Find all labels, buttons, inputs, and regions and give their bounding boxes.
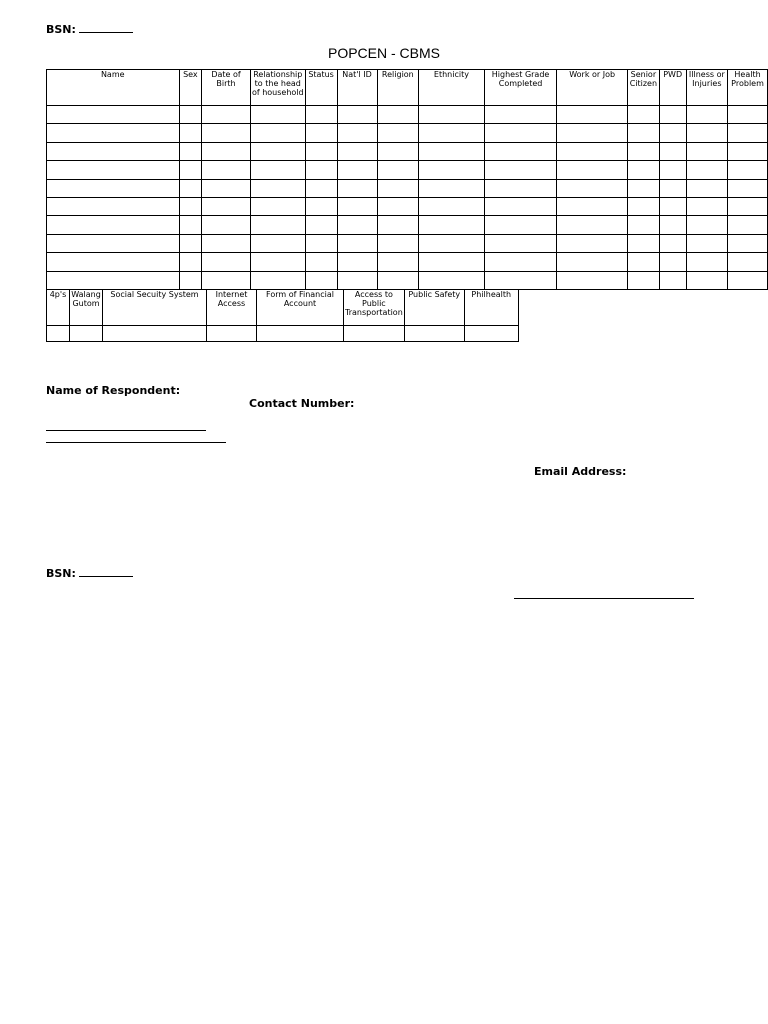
col-header: Social Secuity System [103,290,207,326]
table-cell[interactable] [250,161,305,179]
table-cell[interactable] [70,326,103,342]
col-header: Religion [377,70,419,106]
table-cell[interactable] [419,161,485,179]
table-cell[interactable] [659,161,686,179]
table-cell[interactable] [337,197,377,215]
email-address-line[interactable] [514,598,694,599]
bsn-blank[interactable] [79,567,133,577]
table-cell[interactable] [686,124,728,142]
table-cell[interactable] [377,253,419,271]
col-header: Relationship to the head of household [250,70,305,106]
table-cell[interactable] [464,326,518,342]
table-row [47,124,768,142]
contact-number-line[interactable] [46,442,226,443]
table-cell[interactable] [202,106,251,124]
table-cell[interactable] [686,142,728,160]
table-cell[interactable] [47,197,180,215]
table-cell[interactable] [419,142,485,160]
email-address-label: Email Address: [534,465,627,478]
table-cell[interactable] [484,197,557,215]
table-cell[interactable] [377,216,419,234]
table-cell[interactable] [627,253,659,271]
table-cell[interactable] [202,142,251,160]
household-services-table [46,289,519,342]
table-cell[interactable] [627,179,659,197]
table-cell[interactable] [557,271,628,289]
table-cell[interactable] [47,179,180,197]
table-cell[interactable] [419,271,485,289]
table-cell[interactable] [305,161,337,179]
table-cell[interactable] [179,253,202,271]
table-header-row [47,70,768,106]
col-header: Highest Grade Completed [484,70,557,106]
table-cell[interactable] [659,106,686,124]
table-cell[interactable] [728,271,768,289]
table-cell[interactable] [202,271,251,289]
table-cell[interactable] [103,326,207,342]
col-header: 4p's [47,290,70,326]
table-cell[interactable] [627,106,659,124]
table-cell[interactable] [47,216,180,234]
table-row [47,161,768,179]
table-cell[interactable] [337,124,377,142]
col-header: Ethnicity [419,70,485,106]
contact-number-label: Contact Number: [249,397,355,410]
table-cell[interactable] [377,234,419,252]
col-header: Walang Gutom [70,290,103,326]
table-cell[interactable] [659,124,686,142]
table-cell[interactable] [47,124,180,142]
table-cell[interactable] [557,106,628,124]
table-cell[interactable] [250,124,305,142]
table-cell[interactable] [484,106,557,124]
table-cell[interactable] [305,179,337,197]
table-cell[interactable] [202,161,251,179]
table-cell[interactable] [659,253,686,271]
table-cell[interactable] [404,326,464,342]
col-header: Nat'l ID [337,70,377,106]
table-cell[interactable] [377,271,419,289]
table-cell[interactable] [627,161,659,179]
table-cell[interactable] [557,179,628,197]
table-cell[interactable] [179,179,202,197]
table-cell[interactable] [484,271,557,289]
table-cell[interactable] [557,197,628,215]
table-row [47,253,768,271]
col-header: Date of Birth [202,70,251,106]
table-cell[interactable] [728,216,768,234]
table-cell[interactable] [419,179,485,197]
table-cell[interactable] [337,179,377,197]
table-row [47,197,768,215]
table-cell[interactable] [627,124,659,142]
table-cell[interactable] [686,234,728,252]
col-header: Access to Public Transportation [344,290,405,326]
table-cell[interactable] [686,106,728,124]
bsn-field [46,23,133,36]
household-members-table [46,69,768,290]
table-cell[interactable] [484,179,557,197]
table-cell[interactable] [419,234,485,252]
table-cell[interactable] [484,124,557,142]
table-cell[interactable] [419,197,485,215]
table-row [47,326,519,342]
table-cell[interactable] [305,216,337,234]
table-cell[interactable] [250,234,305,252]
table-cell[interactable] [557,234,628,252]
col-header: Internet Access [207,290,257,326]
table-cell[interactable] [202,197,251,215]
table-cell[interactable] [686,271,728,289]
table-cell[interactable] [659,179,686,197]
table-cell[interactable] [47,253,180,271]
table-cell[interactable] [250,271,305,289]
table-cell[interactable] [557,142,628,160]
table-cell[interactable] [305,106,337,124]
table-cell[interactable] [377,161,419,179]
respondent-name-label: Name of Respondent: [46,384,181,397]
table-cell[interactable] [686,161,728,179]
table-cell[interactable] [484,234,557,252]
table-cell[interactable] [728,179,768,197]
col-header: Sex [179,70,202,106]
table-cell[interactable] [337,234,377,252]
table-row [47,216,768,234]
table-cell[interactable] [686,197,728,215]
table-header-row [47,290,519,326]
table-cell[interactable] [305,197,337,215]
table-cell[interactable] [305,142,337,160]
table-cell[interactable] [207,326,257,342]
table-cell[interactable] [557,124,628,142]
table-cell[interactable] [305,271,337,289]
table-cell[interactable] [337,216,377,234]
table-cell[interactable] [728,253,768,271]
table-cell[interactable] [337,106,377,124]
table-cell[interactable] [250,179,305,197]
table-cell[interactable] [377,142,419,160]
table-cell[interactable] [484,161,557,179]
table-cell[interactable] [419,253,485,271]
col-header: Philhealth [464,290,518,326]
table-cell[interactable] [47,106,180,124]
table-cell[interactable] [202,124,251,142]
table-cell[interactable] [627,234,659,252]
table-cell[interactable] [337,253,377,271]
table-cell[interactable] [179,271,202,289]
table-row [47,179,768,197]
table-cell[interactable] [377,197,419,215]
table-cell[interactable] [179,124,202,142]
table-cell[interactable] [250,216,305,234]
table-cell[interactable] [305,124,337,142]
page-title: POPCEN - CBMS [327,45,440,61]
col-header: PWD [659,70,686,106]
col-header: Senior Citizen [627,70,659,106]
bsn-blank[interactable] [79,23,133,33]
table-cell[interactable] [337,271,377,289]
table-cell[interactable] [728,106,768,124]
bsn-field-bottom [46,567,133,580]
table-cell[interactable] [627,197,659,215]
col-header: Public Safety [404,290,464,326]
table-row [47,234,768,252]
table-cell[interactable] [250,253,305,271]
col-header: Name [47,70,180,106]
table-cell[interactable] [659,216,686,234]
table-cell[interactable] [728,197,768,215]
table-cell[interactable] [728,161,768,179]
table-cell[interactable] [557,161,628,179]
table-cell[interactable] [377,124,419,142]
table-cell[interactable] [47,326,70,342]
table-cell[interactable] [419,124,485,142]
col-header: Illness or Injuries [686,70,728,106]
table-cell[interactable] [202,179,251,197]
table-cell[interactable] [337,142,377,160]
table-cell[interactable] [659,197,686,215]
table-cell[interactable] [557,253,628,271]
table-cell[interactable] [659,271,686,289]
table-cell[interactable] [202,253,251,271]
table-cell[interactable] [659,142,686,160]
table-cell[interactable] [484,142,557,160]
bsn-label: BSN: [46,567,76,580]
table-cell[interactable] [557,216,628,234]
table-cell[interactable] [686,253,728,271]
table-cell[interactable] [344,326,405,342]
table-cell[interactable] [179,142,202,160]
table-cell[interactable] [179,234,202,252]
table-cell[interactable] [305,253,337,271]
table-cell[interactable] [627,142,659,160]
table-cell[interactable] [627,271,659,289]
respondent-name-line[interactable] [46,430,206,431]
table-cell[interactable] [179,106,202,124]
table-cell[interactable] [728,142,768,160]
table-cell[interactable] [337,161,377,179]
table-cell[interactable] [686,179,728,197]
table-cell[interactable] [179,161,202,179]
table-cell[interactable] [419,106,485,124]
table-cell[interactable] [179,197,202,215]
table-cell[interactable] [305,234,337,252]
table-cell[interactable] [377,106,419,124]
col-header: Work or Job [557,70,628,106]
table-cell[interactable] [257,326,344,342]
col-header: Status [305,70,337,106]
table-cell[interactable] [484,216,557,234]
table-cell[interactable] [419,216,485,234]
table-cell[interactable] [377,179,419,197]
table-row [47,271,768,289]
table-row [47,142,768,160]
table-cell[interactable] [202,216,251,234]
table-cell[interactable] [47,142,180,160]
table-cell[interactable] [484,253,557,271]
table-cell[interactable] [47,161,180,179]
table-cell[interactable] [250,142,305,160]
table-cell[interactable] [202,234,251,252]
table-cell[interactable] [728,234,768,252]
table-cell[interactable] [627,216,659,234]
table-cell[interactable] [686,216,728,234]
table-row [47,106,768,124]
table-cell[interactable] [250,106,305,124]
table-cell[interactable] [728,124,768,142]
table-cell[interactable] [250,197,305,215]
table-cell[interactable] [659,234,686,252]
table-cell[interactable] [47,234,180,252]
col-header: Form of Financial Account [257,290,344,326]
table-cell[interactable] [179,216,202,234]
col-header: Health Problem [728,70,768,106]
bsn-label: BSN: [46,23,76,36]
table-cell[interactable] [47,271,180,289]
